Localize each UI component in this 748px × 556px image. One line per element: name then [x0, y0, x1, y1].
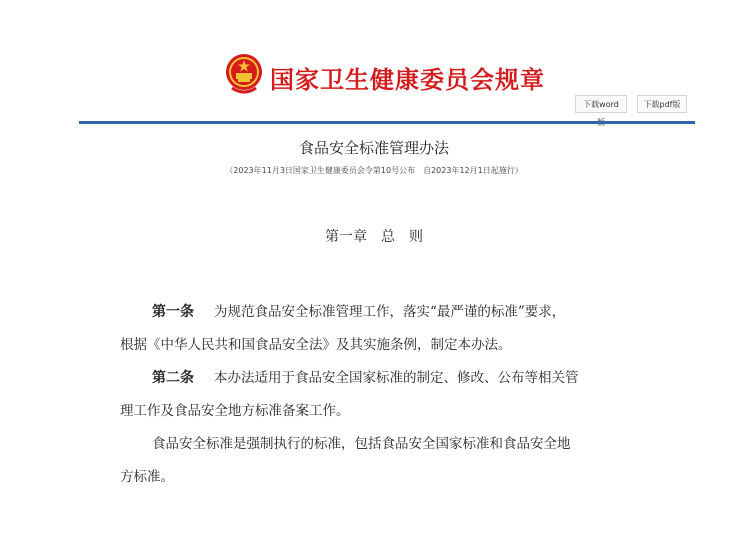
article-2 — [120, 362, 660, 428]
paragraph-3 — [120, 428, 660, 494]
header-divider — [79, 121, 695, 124]
article-label: 第一条 — [152, 304, 194, 320]
article-text: 为规范食品安全标准管理工作，落实“最严谨的标准”要求， — [214, 304, 566, 320]
article-text: 本办法适用于食品安全国家标准的制定、修改、公布等相关管 — [214, 370, 579, 386]
national-emblem-icon — [224, 52, 264, 94]
article-1 — [120, 296, 660, 362]
chapter-heading: 第一章 总 则 — [325, 229, 423, 245]
download-pdf-button[interactable]: 下载pdf版 — [637, 95, 687, 113]
download-word-button[interactable]: 下载word — [575, 95, 627, 113]
article-1-line-2: 根据《中华人民共和国食品安全法》及其实施条例，制定本办法。 — [120, 337, 512, 353]
article-2-line-1 — [120, 362, 660, 395]
document-subtitle: （2023年11月3日国家卫生健康委员会令第10号公布 自2023年12月1日起施行） — [225, 166, 523, 175]
paragraph-3-line-1: 食品安全标准是强制执行的标准，包括食品安全国家标准和食品安全地 — [152, 436, 571, 452]
article-2-line-2: 理工作及食品安全地方标准备案工作。 — [120, 403, 350, 419]
article-label: 第二条 — [152, 370, 194, 386]
paragraph-3-line-2: 方标准。 — [120, 469, 174, 485]
site-title: 国家卫生健康委员会规章 — [270, 66, 545, 94]
document-title: 食品安全标准管理办法 — [298, 139, 449, 157]
page-header — [0, 0, 748, 122]
article-1-line-1 — [120, 296, 660, 329]
